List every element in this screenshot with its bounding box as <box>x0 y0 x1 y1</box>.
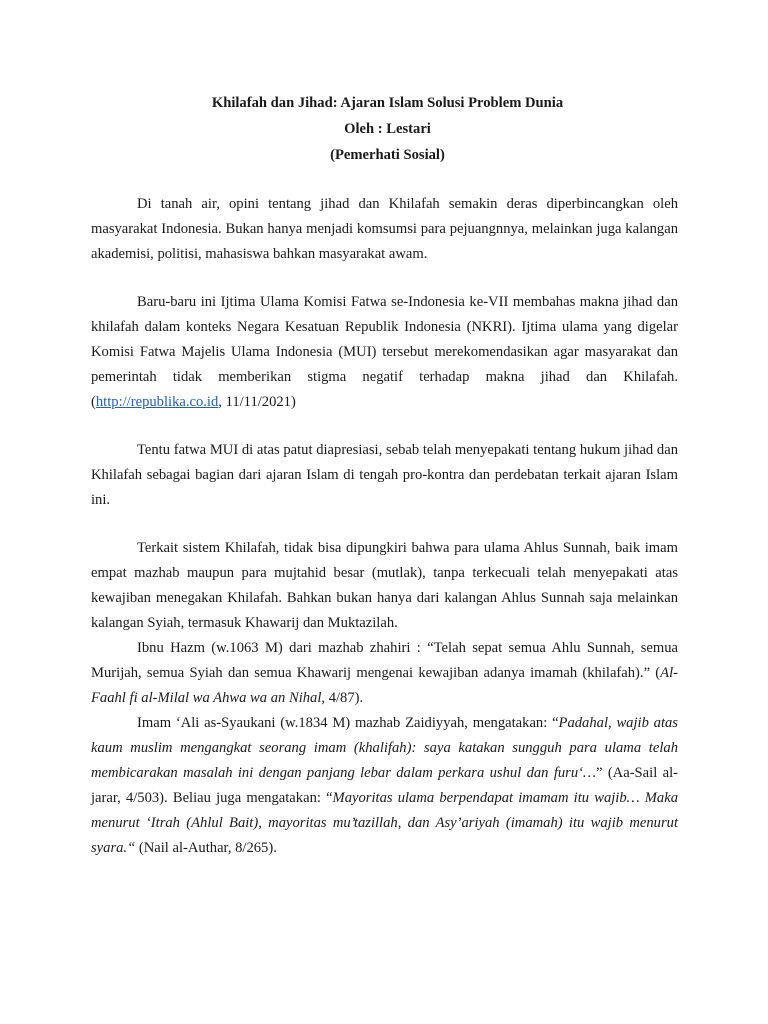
paragraph-2 <box>91 290 678 415</box>
author-role: (Pemerhati Sosial) <box>330 147 445 163</box>
document-title: Khilafah dan Jihad: Ajaran Islam Solusi Problem Dunia <box>211 95 564 111</box>
paragraph-6-quote-1: Padahal, wajib atas kaum muslim mengangkat seorang imam (khalifah): saya katakan sungguh para ulama telah membicarakan masalah ini dengan panjang lebar dalam perkara ushul dan furu‘… <box>91 715 678 781</box>
paragraph-5 <box>91 636 678 711</box>
paragraph-6-quote-2: Mayoritas ulama berpendapat imamam itu wajib… Maka menurut ‘Itrah (Ahlul Bait), mayoritas mu’tazillah, dan Asy’ariyah (imamah) itu wajib menurut syara.“ <box>91 790 678 856</box>
paragraph-2-date: , 11/11/2021) <box>218 394 296 410</box>
paragraph-3: Tentu fatwa MUI di atas patut diapresiasi, sebab telah menyepakati tentang hukum jihad dan Khilafah sebagai bagian dari ajaran Islam di tengah pro-kontra dan perdebatan terkait ajaran Islam ini. <box>91 442 678 508</box>
paragraph-2-text: Baru-baru ini Ijtima Ulama Komisi Fatwa se-Indonesia ke-VII membahas makna jihad dan khilafah dalam konteks Negara Kesatuan Republik Indonesia (NKRI). Ijtima ulama yang digelar Komisi Fatwa Majelis Ulama Indonesia (MUI) tersebut merekomendasikan agar masyarakat dan pemerintah tidak memberikan stigma negatif terhadap makna jihad dan Khilafah. ( <box>91 294 678 410</box>
paragraph-4: Terkait sistem Khilafah, tidak bisa dipungkiri bahwa para ulama Ahlus Sunnah, baik imam empat mazhab maupun para mujtahid besar (mutlak), tanpa terkecuali telah menyepakati atas kewajiban menegakan Khilafah. Bahkan bukan hanya dari kalangan Ahlus Sunnah saja melainkan kalangan Syiah, termasuk Khawarij dan Muktazilah. <box>91 540 678 631</box>
paragraph-6-intro: Imam ‘Ali as-Syaukani (w.1834 M) mazhab Zaidiyyah, mengatakan: “ <box>137 715 559 731</box>
paragraph-1: Di tanah air, opini tentang jihad dan Khilafah semakin deras diperbincangkan oleh masyarakat Indonesia. Bukan hanya menjadi komsumsi para pejuangnnya, melainkan juga kalangan akademisi, politisi, mahasiswa bahkan masyarakat awam. <box>91 196 678 262</box>
document-page <box>91 90 678 861</box>
paragraph-5-citation: Al-Faahl fi al-Milal wa Ahwa wa an Nihal, <box>91 665 678 706</box>
title-block <box>97 90 678 168</box>
author-line: Oleh : Lestari <box>344 121 431 137</box>
republika-link[interactable]: http://republika.co.id <box>95 394 219 410</box>
paragraph-6-middle: ” (Aa-Sail al-jarar, 4/503). Beliau juga mengatakan: “ <box>91 765 678 806</box>
paragraph-5-text: Ibnu Hazm (w.1063 M) dari mazhab zhahiri : “Telah sepat semua Ahlu Sunnah, semua Murijah, semua Syiah dan semua Khawarij mengenai kewajiban adanya imamah (khilafah).” ( <box>91 640 678 681</box>
paragraph-6-citation: (Nail al-Authar, 8/265). <box>135 840 277 856</box>
paragraph-5-page: 4/87). <box>325 690 364 706</box>
paragraph-6 <box>91 711 678 861</box>
